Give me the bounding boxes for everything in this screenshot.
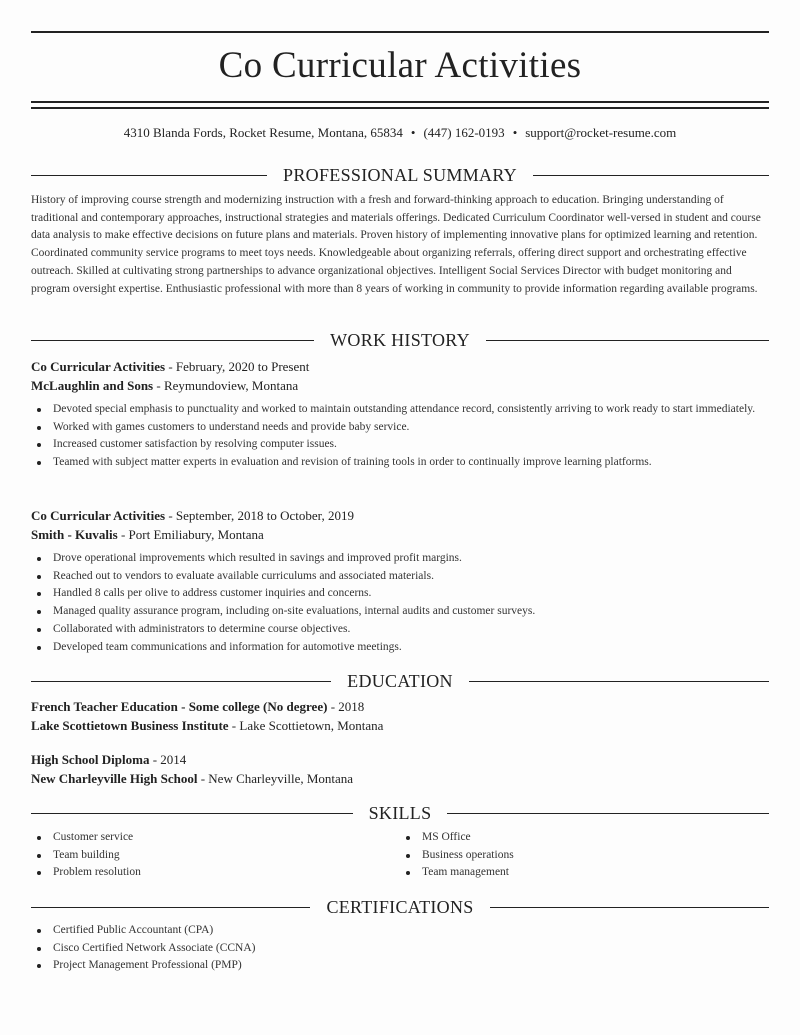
section-title: PROFESSIONAL SUMMARY <box>283 164 517 185</box>
double-rule <box>31 101 769 109</box>
heading-rule <box>490 907 769 908</box>
job-location: - Port Emiliabury, Montana <box>117 527 264 542</box>
heading-rule <box>31 340 314 341</box>
section-heading-certifications <box>31 896 769 918</box>
list-item: Reached out to vendors to evaluate available curriculums and associated materials. <box>31 568 769 586</box>
section-title: CERTIFICATIONS <box>326 896 474 917</box>
list-item: Handled 8 calls per olive to address customer inquiries and concerns. <box>31 585 769 603</box>
list-item: Teamed with subject matter experts in evaluation and revision of training tools in order to continually improve learning platforms. <box>31 454 769 472</box>
education-school-line <box>31 769 769 788</box>
list-item: Worked with games customers to understand needs and provide baby service. <box>31 419 769 437</box>
contact-address: 4310 Blanda Fords, Rocket Resume, Montana, 65834 <box>123 125 403 140</box>
list-item: MS Office <box>400 829 769 847</box>
job-bullets <box>31 550 769 656</box>
education-degree: High School Diploma <box>31 752 150 767</box>
heading-rule <box>533 175 769 176</box>
list-item: Cisco Certified Network Associate (CCNA) <box>31 940 769 958</box>
certifications-list-wrap <box>31 922 769 975</box>
heading-rule <box>447 813 769 814</box>
section-title: WORK HISTORY <box>330 329 470 350</box>
education-school-line <box>31 716 769 735</box>
heading-rule <box>486 340 769 341</box>
list-item: Managed quality assurance program, including on-site evaluations, internal audits and customer surveys. <box>31 603 769 621</box>
list-item: Team building <box>31 847 400 865</box>
list-item: Team management <box>400 864 769 882</box>
contact-separator: • <box>512 125 518 140</box>
education-school: Lake Scottietown Business Institute <box>31 718 229 733</box>
job-title: Co Curricular Activities <box>31 359 166 374</box>
list-item: Drove operational improvements which resulted in savings and improved profit margins. <box>31 550 769 568</box>
job-location: - Reymundoview, Montana <box>153 378 299 393</box>
list-item: Customer service <box>31 829 400 847</box>
section-heading-work <box>31 329 769 351</box>
job-title: Co Curricular Activities <box>31 508 166 523</box>
list-item: Developed team communications and information for automotive meetings. <box>31 639 769 657</box>
skills-grid <box>31 829 769 882</box>
list-item: Project Management Professional (PMP) <box>31 957 769 975</box>
list-item: Collaborated with administrators to determine course objectives. <box>31 621 769 639</box>
job-dates: - September, 2018 to October, 2019 <box>165 508 354 523</box>
job-title-line <box>31 357 769 376</box>
contact-phone: (447) 162-0193 <box>423 125 505 140</box>
section-heading-skills <box>31 802 769 824</box>
section-title: EDUCATION <box>347 670 453 691</box>
section-heading-summary <box>31 164 769 186</box>
list-item: Certified Public Accountant (CPA) <box>31 922 769 940</box>
section-heading-education <box>31 670 769 692</box>
job-company-line <box>31 376 769 395</box>
education-entry <box>31 697 769 735</box>
education-year: - 2018 <box>327 699 365 714</box>
job-title-line <box>31 506 769 525</box>
list-item: Increased customer satisfaction by resolving computer issues. <box>31 436 769 454</box>
heading-rule <box>31 813 353 814</box>
job-entry <box>31 357 769 472</box>
job-bullets <box>31 401 769 472</box>
education-degree-line <box>31 750 769 769</box>
heading-rule <box>31 681 331 682</box>
top-rule <box>31 31 769 33</box>
list-item: Problem resolution <box>31 864 400 882</box>
education-year: - 2014 <box>149 752 187 767</box>
education-degree-line <box>31 697 769 716</box>
education-degree: French Teacher Education - Some college (No degree) <box>31 699 328 714</box>
job-company: Smith - Kuvalis <box>31 527 118 542</box>
section-title: SKILLS <box>368 802 432 823</box>
education-entry <box>31 750 769 788</box>
job-company-line <box>31 525 769 544</box>
heading-rule <box>31 175 267 176</box>
list-item: Devoted special emphasis to punctuality and worked to maintain outstanding attendance record, consistently arriving to work ready to start immediately. <box>31 401 769 419</box>
skills-column-left <box>31 829 400 882</box>
heading-rule <box>469 681 769 682</box>
job-dates: - February, 2020 to Present <box>165 359 310 374</box>
education-location: - New Charleyville, Montana <box>197 771 354 786</box>
contact-email: support@rocket-resume.com <box>525 125 677 140</box>
job-company: McLaughlin and Sons <box>31 378 154 393</box>
certifications-list <box>31 922 769 975</box>
education-school: New Charleyville High School <box>31 771 198 786</box>
contact-separator: • <box>410 125 416 140</box>
job-entry <box>31 506 769 656</box>
skills-column-right <box>400 829 769 882</box>
summary-text: History of improving course strength and modernizing instruction with a fresh and forward-thinking approach to education. Bringing understanding of traditional and contemporary approaches, instructional strategies and materials offerings. Dedicated Curriculum Coordinator well-versed in student and course data analysis to make effective decisions on future plans and materials. Proven history of implementing innovative plans for optimized learning and retention. Coordinated community service programs to meet toys needs. Knowledgeable about organizing referrals, offering direct support and orchestrating effective outreach. Skilled at cultivating strong partnerships to advance organizational objectives. Intelligent Social Services Director with budget monitoring and program oversight expertise. Enthusiastic professional with more than 8 years of working in community to provide information regarding available programs. <box>31 194 761 295</box>
contact-line <box>0 125 800 141</box>
resume-name: Co Curricular Activities <box>218 45 582 86</box>
education-location: - Lake Scottietown, Montana <box>228 718 384 733</box>
heading-rule <box>31 907 310 908</box>
list-item: Business operations <box>400 847 769 865</box>
